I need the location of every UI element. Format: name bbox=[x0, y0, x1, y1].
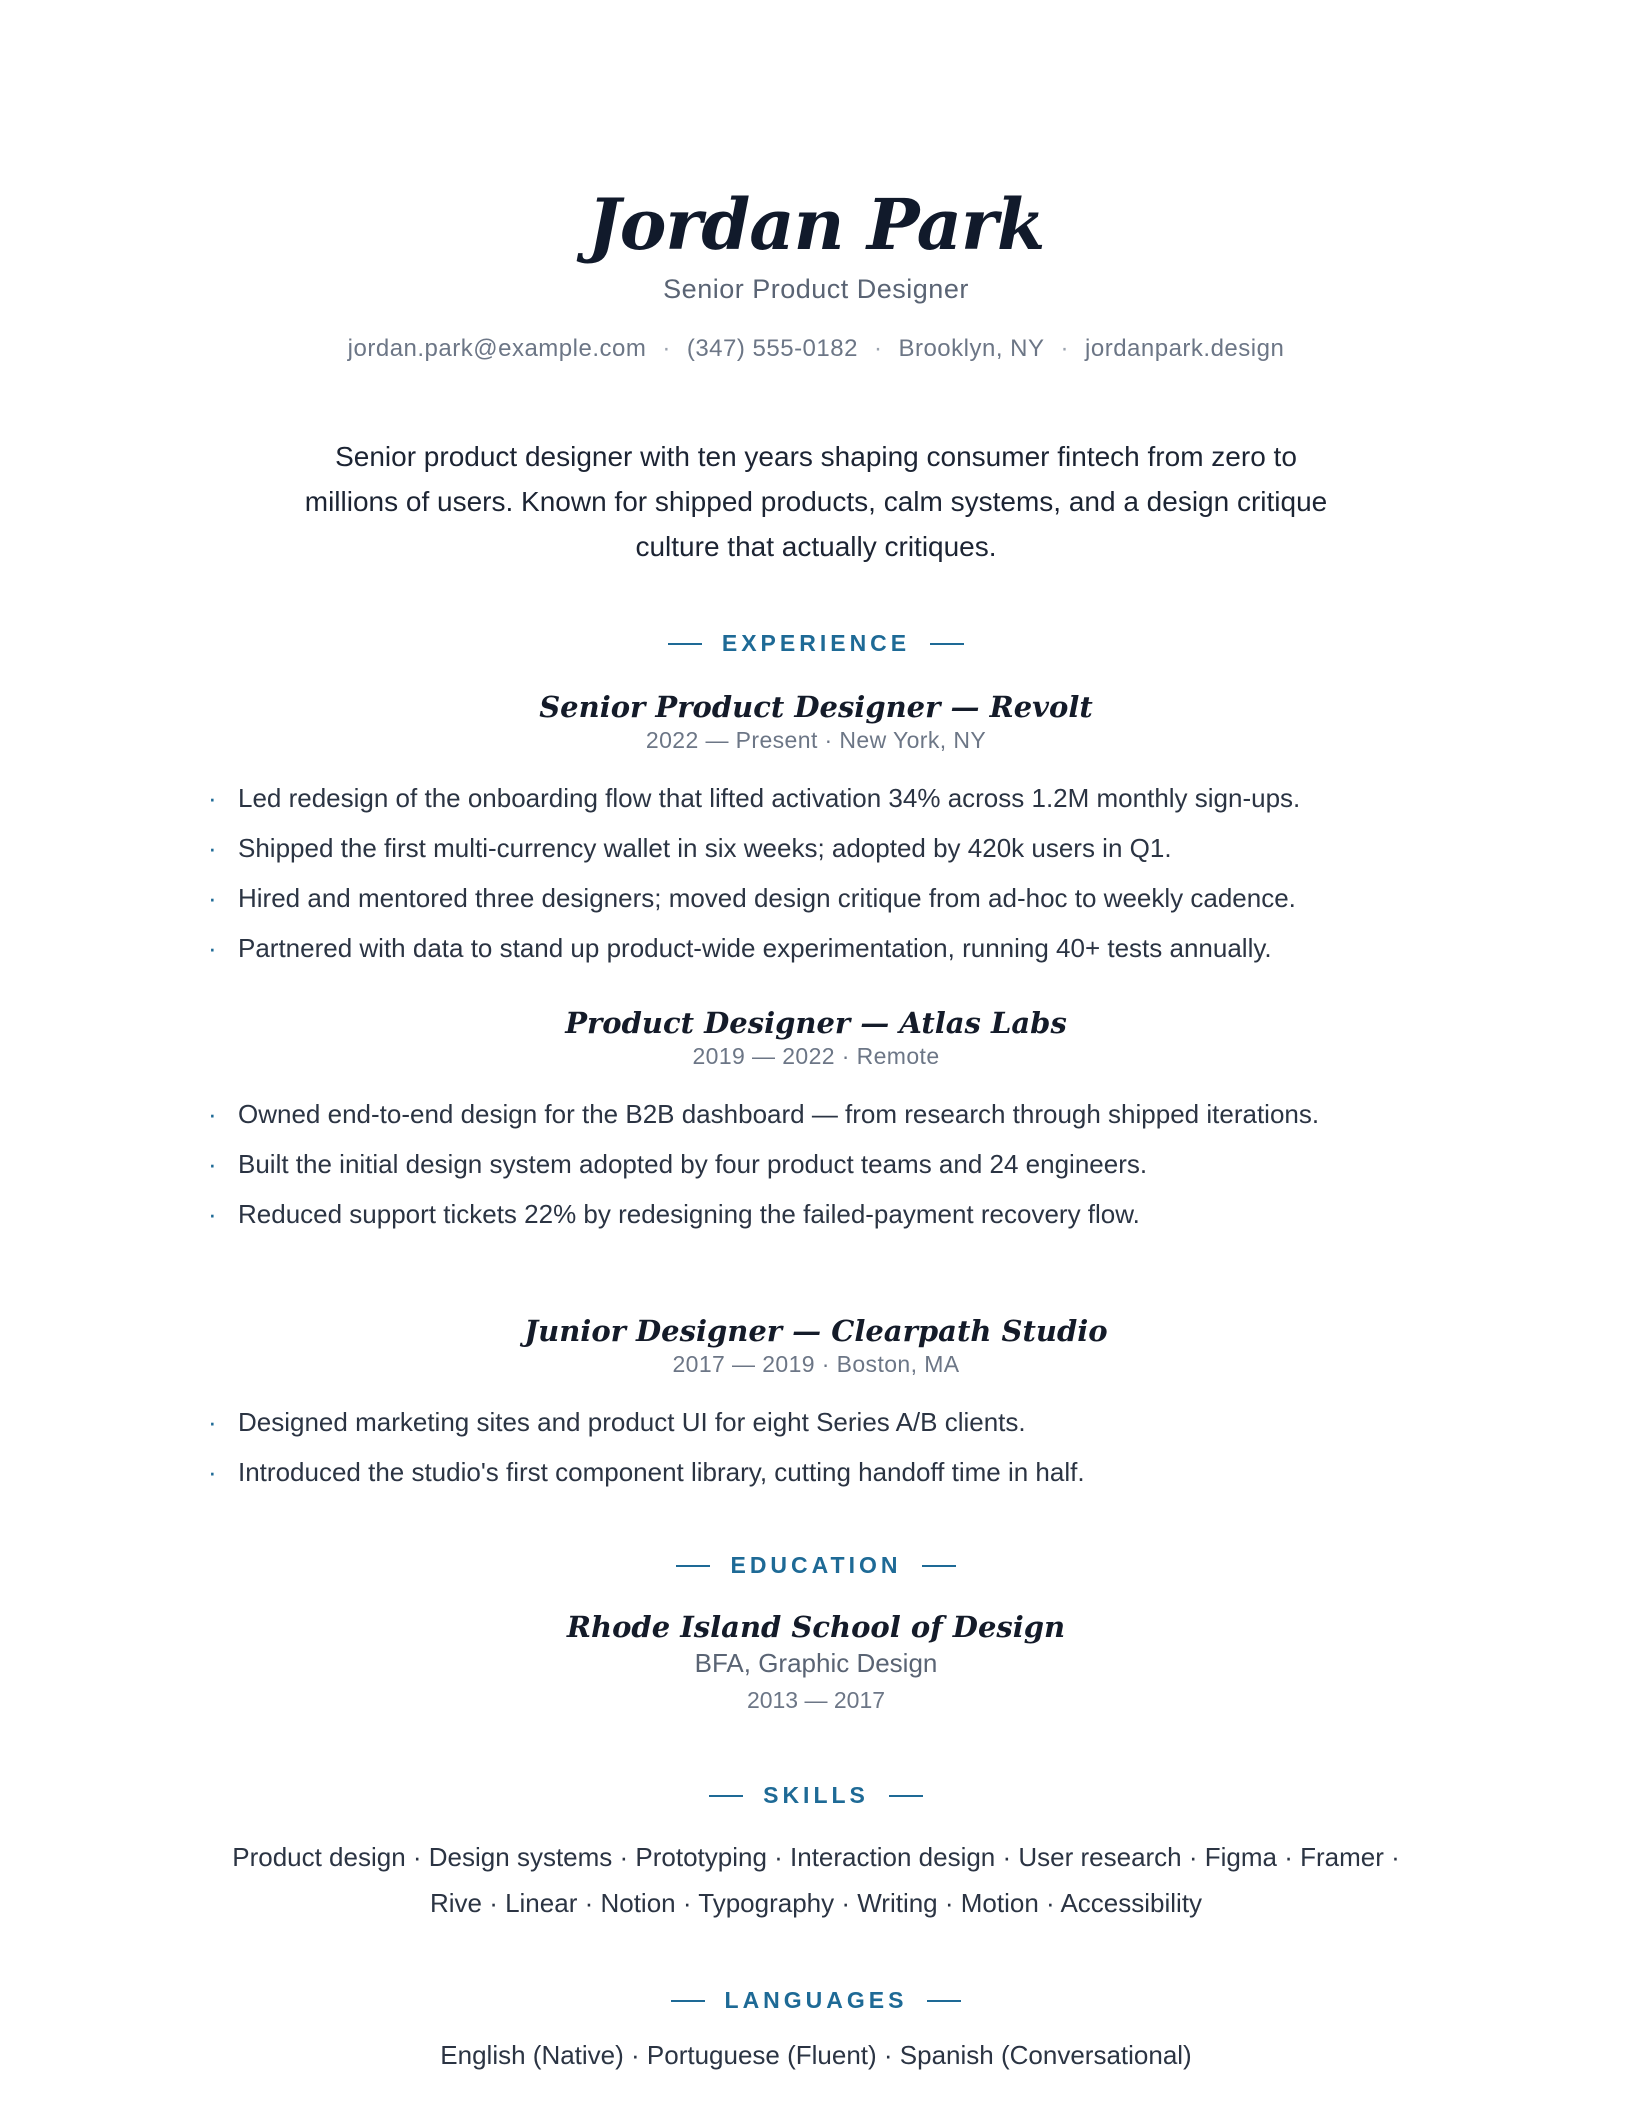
job-meta: 2019 — 2022 · Remote bbox=[692, 1043, 940, 1069]
job-meta: 2022 — Present · New York, NY bbox=[645, 727, 987, 753]
heading-rule bbox=[927, 2000, 961, 2002]
languages-list: English (Native) · Portuguese (Fluent) · Spanish (Conversational) bbox=[440, 2040, 1192, 2070]
resume-header bbox=[0, 180, 1632, 363]
school-name: Rhode Island School of Design bbox=[566, 1610, 1066, 1644]
contact-website[interactable]: jordanpark.design bbox=[1085, 335, 1285, 362]
list-item: · Partnered with data to stand up product-wide experimentation, running 40+ tests annually. bbox=[0, 926, 1632, 970]
education-years: 2013 — 2017 bbox=[746, 1687, 886, 1713]
skills-list: Product design · Design systems · Prototyping · Interaction design · User research · Figma · Framer · Rive · Linear · Notion · Typography · Writing · Motion · Accessibility bbox=[232, 1842, 1400, 1918]
heading-rule bbox=[676, 1565, 710, 1567]
job-entry-atlas-labs bbox=[0, 1004, 1632, 1242]
education-heading bbox=[0, 1552, 1632, 1579]
education-heading-label: EDUCATION bbox=[730, 1552, 902, 1578]
job-heading: Junior Designer — Clearpath Studio bbox=[524, 1314, 1108, 1348]
summary-paragraph: Senior product designer with ten years shaping consumer fintech from zero to millions of users. Known for shipped products, calm systems, and a design critique culture that actually critiques. bbox=[304, 441, 1328, 562]
heading-rule bbox=[889, 1795, 923, 1797]
heading-rule bbox=[922, 1565, 956, 1567]
job-heading: Senior Product Designer — Revolt bbox=[539, 690, 1093, 724]
list-item: · Built the initial design system adopted by four product teams and 24 engineers. bbox=[0, 1142, 1632, 1186]
job-entry-revolt bbox=[0, 688, 1632, 976]
contact-location: Brooklyn, NY bbox=[898, 335, 1045, 362]
list-item: · Owned end-to-end design for the B2B dashboard — from research through shipped iterations. bbox=[0, 1092, 1632, 1136]
job-bullets bbox=[0, 1400, 1632, 1494]
contact-email[interactable]: jordan.park@example.com bbox=[347, 335, 647, 362]
contact-separator: · bbox=[662, 335, 671, 362]
job-bullets bbox=[0, 1092, 1632, 1236]
list-item: · Led redesign of the onboarding flow that lifted activation 34% across 1.2M monthly sign-ups. bbox=[0, 776, 1632, 820]
candidate-title: Senior Product Designer bbox=[663, 274, 969, 304]
experience-heading-label: EXPERIENCE bbox=[721, 630, 911, 656]
list-item: · Introduced the studio's first component library, cutting handoff time in half. bbox=[0, 1450, 1632, 1494]
skills-heading-label: SKILLS bbox=[763, 1782, 869, 1808]
education-entry bbox=[0, 1608, 1632, 1714]
languages-heading bbox=[0, 1987, 1632, 2014]
list-item: · Designed marketing sites and product UI for eight Series A/B clients. bbox=[0, 1400, 1632, 1444]
heading-rule bbox=[709, 1795, 743, 1797]
job-meta: 2017 — 2019 · Boston, MA bbox=[672, 1351, 960, 1377]
languages-heading-label: LANGUAGES bbox=[724, 1987, 908, 2013]
list-item: · Shipped the first multi-currency wallet in six weeks; adopted by 420k users in Q1. bbox=[0, 826, 1632, 870]
contact-phone[interactable]: (347) 555-0182 bbox=[686, 335, 858, 362]
degree: BFA, Graphic Design bbox=[694, 1648, 938, 1678]
heading-rule bbox=[930, 643, 964, 645]
job-entry-clearpath bbox=[0, 1312, 1632, 1500]
job-bullets bbox=[0, 776, 1632, 970]
contact-separator: · bbox=[1060, 335, 1070, 362]
list-item: · Hired and mentored three designers; moved design critique from ad-hoc to weekly cadence. bbox=[0, 876, 1632, 920]
job-heading: Product Designer — Atlas Labs bbox=[565, 1006, 1067, 1040]
heading-rule bbox=[668, 643, 702, 645]
heading-rule bbox=[671, 2000, 705, 2002]
contact-separator: · bbox=[873, 335, 883, 362]
list-item: · Reduced support tickets 22% by redesigning the failed-payment recovery flow. bbox=[0, 1192, 1632, 1236]
contact-line bbox=[0, 335, 1632, 363]
candidate-name: Jordan Park bbox=[587, 183, 1045, 266]
experience-heading bbox=[0, 630, 1632, 657]
skills-heading bbox=[0, 1782, 1632, 1809]
